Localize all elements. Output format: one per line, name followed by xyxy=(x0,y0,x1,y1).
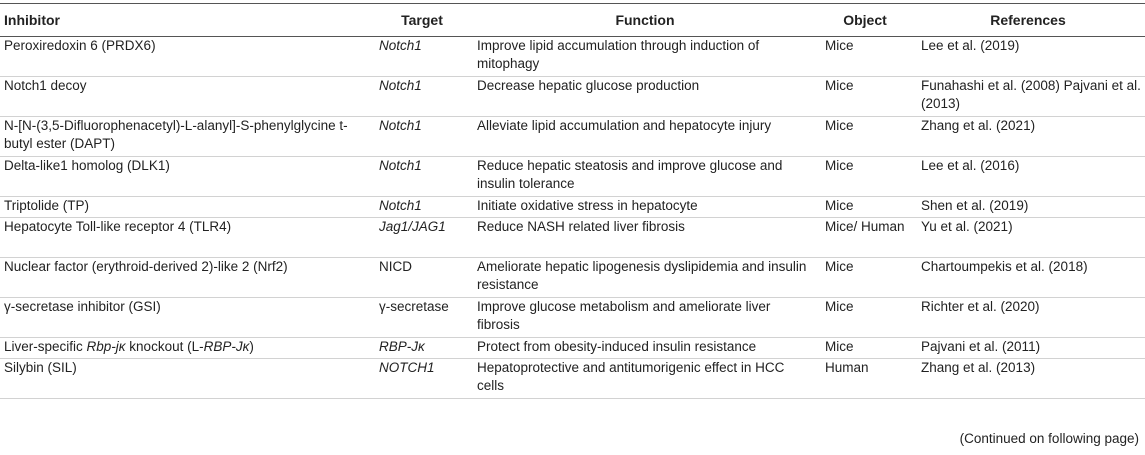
table-row xyxy=(0,258,1145,298)
inhibitor-part: knockout (L- xyxy=(125,339,204,354)
cell-function: Ameliorate hepatic lipogenesis dyslipidemia and insulin resistance xyxy=(471,258,819,298)
cell-object: Mice xyxy=(819,298,911,338)
cell-object: Mice xyxy=(819,117,911,157)
cell-references: Funahashi et al. (2008) Pajvani et al. (2013) xyxy=(911,77,1145,117)
header-target: Target xyxy=(373,4,471,37)
cell-target: Notch1 xyxy=(373,197,471,218)
cell-target: NICD xyxy=(373,258,471,298)
inhibitor-part: Liver-specific xyxy=(4,339,87,354)
cell-inhibitor: Peroxiredoxin 6 (PRDX6) xyxy=(0,37,373,77)
cell-function: Reduce hepatic steatosis and improve glucose and insulin tolerance xyxy=(471,157,819,197)
cell-target: Notch1 xyxy=(373,37,471,77)
cell-function: Improve lipid accumulation through induction of mitophagy xyxy=(471,37,819,77)
cell-object: Human xyxy=(819,359,911,399)
cell-references: Chartoumpekis et al. (2018) xyxy=(911,258,1145,298)
table-row xyxy=(0,298,1145,338)
inhibitor-part-italic: RBP-Jκ xyxy=(203,339,250,354)
cell-function: Protect from obesity-induced insulin resistance xyxy=(471,338,819,359)
cell-object: Mice/ Human xyxy=(819,218,911,258)
cell-function: Decrease hepatic glucose production xyxy=(471,77,819,117)
cell-inhibitor: γ-secretase inhibitor (GSI) xyxy=(0,298,373,338)
header-object: Object xyxy=(819,4,911,37)
cell-references: Lee et al. (2016) xyxy=(911,157,1145,197)
cell-object: Mice xyxy=(819,338,911,359)
table-row xyxy=(0,157,1145,197)
cell-target: Notch1 xyxy=(373,117,471,157)
table-row xyxy=(0,338,1145,359)
cell-references: Zhang et al. (2021) xyxy=(911,117,1145,157)
continued-note: (Continued on following page) xyxy=(959,431,1139,446)
header-references: References xyxy=(911,4,1145,37)
cell-object: Mice xyxy=(819,77,911,117)
header-function: Function xyxy=(471,4,819,37)
cell-inhibitor: Hepatocyte Toll-like receptor 4 (TLR4) xyxy=(0,218,373,258)
cell-references: Zhang et al. (2013) xyxy=(911,359,1145,399)
cell-inhibitor: Notch1 decoy xyxy=(0,77,373,117)
table-header xyxy=(0,4,1145,37)
header-row xyxy=(0,4,1145,37)
table-row xyxy=(0,359,1145,399)
cell-target: Jag1/JAG1 xyxy=(373,218,471,258)
cell-inhibitor: Delta-like1 homolog (DLK1) xyxy=(0,157,373,197)
cell-inhibitor xyxy=(0,338,373,359)
table-row xyxy=(0,77,1145,117)
table-row xyxy=(0,117,1145,157)
cell-target: Notch1 xyxy=(373,77,471,117)
cell-inhibitor: Nuclear factor (erythroid-derived 2)-like 2 (Nrf2) xyxy=(0,258,373,298)
cell-references: Lee et al. (2019) xyxy=(911,37,1145,77)
cell-function: Alleviate lipid accumulation and hepatocyte injury xyxy=(471,117,819,157)
inhibitor-part: ) xyxy=(249,339,254,354)
table-row xyxy=(0,37,1145,77)
cell-object: Mice xyxy=(819,157,911,197)
cell-target: Notch1 xyxy=(373,157,471,197)
cell-function: Improve glucose metabolism and ameliorate liver fibrosis xyxy=(471,298,819,338)
inhibitor-part-italic: Rbp-jκ xyxy=(86,339,126,354)
cell-target: NOTCH1 xyxy=(373,359,471,399)
table-body xyxy=(0,37,1145,399)
cell-function: Initiate oxidative stress in hepatocyte xyxy=(471,197,819,218)
cell-object: Mice xyxy=(819,37,911,77)
cell-references: Pajvani et al. (2011) xyxy=(911,338,1145,359)
cell-references: Yu et al. (2021) xyxy=(911,218,1145,258)
cell-function: Reduce NASH related liver fibrosis xyxy=(471,218,819,258)
cell-object: Mice xyxy=(819,258,911,298)
header-inhibitor: Inhibitor xyxy=(0,4,373,37)
cell-function: Hepatoprotective and antitumorigenic effect in HCC cells xyxy=(471,359,819,399)
cell-target: RBP-Jκ xyxy=(373,338,471,359)
table-row xyxy=(0,218,1145,258)
table-row xyxy=(0,197,1145,218)
cell-references: Shen et al. (2019) xyxy=(911,197,1145,218)
cell-object: Mice xyxy=(819,197,911,218)
cell-inhibitor: Silybin (SIL) xyxy=(0,359,373,399)
cell-target: γ-secretase xyxy=(373,298,471,338)
cell-inhibitor: N-[N-(3,5-Difluorophenacetyl)-L-alanyl]-S-phenylglycine t-butyl ester (DAPT) xyxy=(0,117,373,157)
cell-inhibitor: Triptolide (TP) xyxy=(0,197,373,218)
cell-references: Richter et al. (2020) xyxy=(911,298,1145,338)
inhibitor-table xyxy=(0,3,1145,399)
